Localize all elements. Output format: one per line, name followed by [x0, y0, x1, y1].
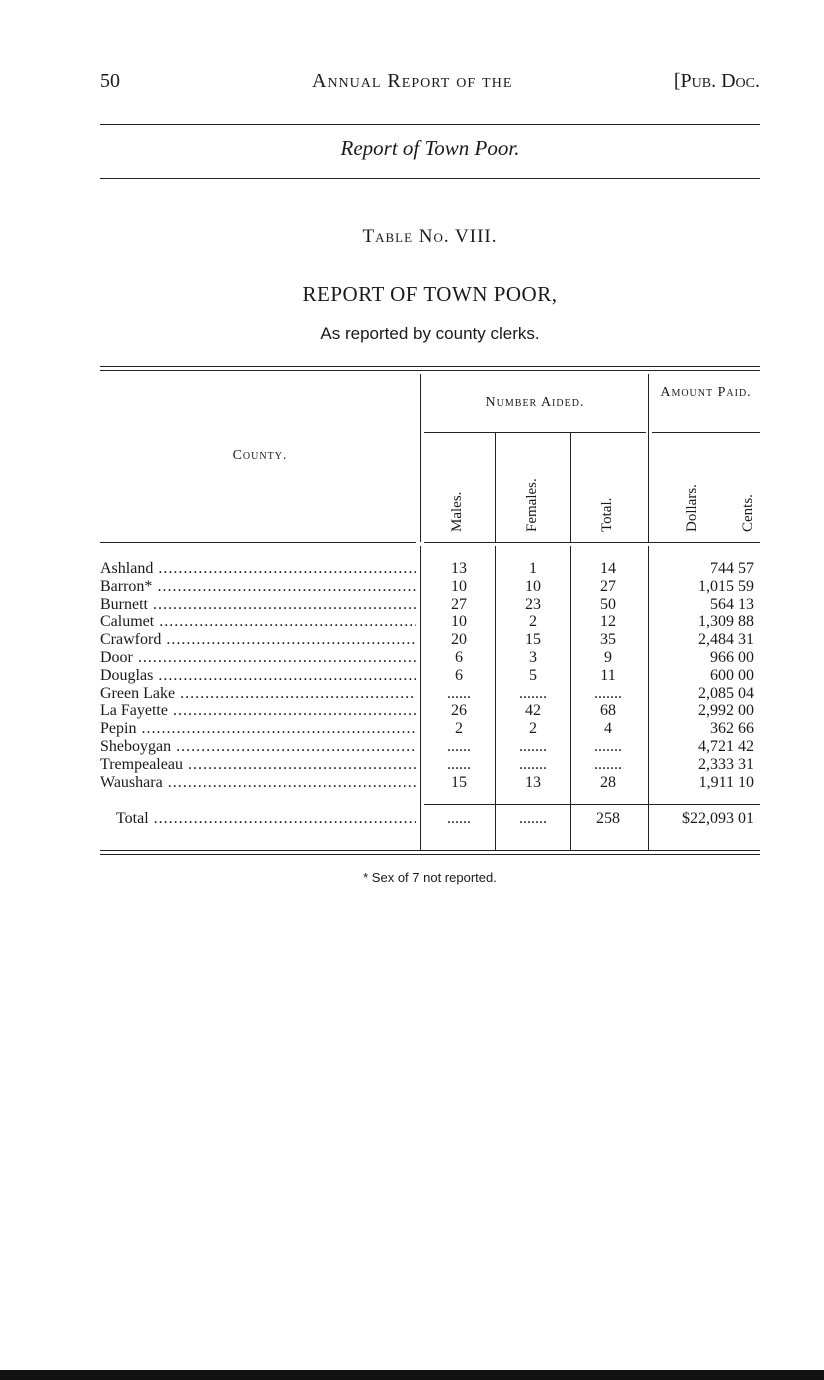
- cell-county: Ashland .....: [100, 560, 416, 578]
- cell-total: 27: [600, 577, 616, 595]
- cell-males: 27: [451, 595, 467, 613]
- cell-cents: 57: [738, 560, 754, 577]
- cell-cents: 13: [738, 595, 754, 613]
- cell-females: 23: [525, 595, 541, 613]
- section-rule: [100, 178, 760, 179]
- cell-total: 28: [600, 773, 616, 791]
- cell-total: 35: [600, 631, 616, 649]
- header-number-aided: Number Aided.: [485, 395, 585, 410]
- table-bottom-rule-inner: [100, 854, 760, 855]
- cell-total: .......: [594, 738, 622, 755]
- cell-cents: 00: [738, 702, 754, 720]
- table-row: [100, 631, 760, 649]
- cell-dollars: 4,721: [698, 738, 734, 755]
- cell-dollars: 1,309: [698, 613, 734, 631]
- section-title: Report of Town Poor.: [340, 136, 520, 160]
- running-head: [100, 70, 760, 96]
- cell-cents: 10: [738, 773, 754, 791]
- total-separator: [424, 804, 760, 805]
- cell-cents: 31: [738, 755, 754, 773]
- cell-county: Burnett .....: [100, 596, 416, 614]
- scan-edge-bar: [0, 1370, 824, 1380]
- table-bottom-rule: [100, 850, 760, 851]
- document-type: [Pub. Doc.: [673, 70, 760, 92]
- cell-total: .......: [594, 755, 622, 773]
- cell-cents: 42: [738, 738, 754, 755]
- cell-dollars: 362: [710, 720, 734, 738]
- cell-cents: 04: [738, 684, 754, 702]
- column-divider: [420, 374, 421, 542]
- table-top-rule: [100, 366, 760, 367]
- cell-dollars: 564: [710, 595, 734, 613]
- cell-dollars: 1,911: [698, 773, 734, 791]
- cell-county: Calumet .....: [100, 613, 416, 631]
- cell-county: La Fayette .....: [100, 702, 416, 720]
- cell-total: 4: [604, 720, 612, 738]
- table-row: [100, 774, 760, 792]
- column-divider: [570, 432, 571, 542]
- cell-dollars: 600: [710, 666, 734, 684]
- cell-males: 13: [451, 560, 467, 577]
- table-row: [100, 738, 760, 756]
- cell-cents: 88: [738, 613, 754, 631]
- cell-county: Crawford .....: [100, 631, 416, 649]
- group-underline: [652, 432, 760, 433]
- header-amount-paid: Amount Paid.: [660, 385, 752, 400]
- footnote: * Sex of 7 not reported.: [363, 870, 497, 885]
- cell-cents: 00: [738, 666, 754, 684]
- town-poor-table: [100, 360, 760, 860]
- cell-females: 13: [525, 773, 541, 791]
- page-number: 50: [100, 70, 120, 92]
- cell-cents: 00: [738, 649, 754, 666]
- table-row: [100, 578, 760, 596]
- table-row: [100, 613, 760, 631]
- cell-males: ......: [447, 684, 471, 702]
- cell-dollars: 2,333: [698, 755, 734, 773]
- header-males: Males.: [449, 491, 465, 532]
- cell-dollars: 2,484: [698, 631, 734, 649]
- cell-dollars: 744: [710, 560, 734, 577]
- cell-county: Douglas .....: [100, 667, 416, 685]
- table-row: [100, 720, 760, 738]
- cell-males: ......: [447, 810, 471, 827]
- cell-females: 10: [525, 577, 541, 595]
- table-row: [100, 596, 760, 614]
- running-title: Annual Report of the: [312, 70, 513, 92]
- cell-total: 11: [600, 666, 616, 684]
- cell-females: .......: [519, 810, 547, 827]
- header-bottom-rule: [424, 542, 760, 543]
- cell-males: 10: [451, 577, 467, 595]
- cell-county: Waushara .....: [100, 774, 416, 792]
- group-underline: [424, 432, 646, 433]
- cell-county: Barron* .....: [100, 578, 416, 596]
- cell-dollars: 2,085: [698, 684, 734, 702]
- cell-males: 26: [451, 702, 467, 720]
- cell-cents: 31: [738, 631, 754, 649]
- cell-males: 6: [455, 666, 463, 684]
- column-divider: [495, 432, 496, 542]
- table-row: [100, 667, 760, 685]
- cell-total: 68: [600, 702, 616, 720]
- header-rule: [100, 124, 760, 125]
- cell-total: 9: [604, 649, 612, 666]
- cell-county: Trempealeau .....: [100, 756, 416, 774]
- cell-dollars: 2,992: [698, 702, 734, 720]
- cell-females: .......: [519, 755, 547, 773]
- cell-dollars: 966: [710, 649, 734, 666]
- cell-total: 12: [600, 613, 616, 631]
- cell-county: Sheboygan .....: [100, 738, 416, 756]
- cell-county: Door .....: [100, 649, 416, 667]
- total-row: [100, 810, 760, 828]
- header-bottom-rule: [100, 542, 416, 543]
- cell-males: 20: [451, 631, 467, 649]
- cell-females: 3: [529, 649, 537, 666]
- table-title: REPORT OF TOWN POOR,: [302, 282, 558, 306]
- header-cents: Cents.: [740, 494, 756, 532]
- cell-males: ......: [447, 738, 471, 755]
- cell-females: 42: [525, 702, 541, 720]
- cell-dollars: 1,015: [698, 577, 734, 595]
- cell-females: .......: [519, 738, 547, 755]
- cell-females: 2: [529, 613, 537, 631]
- cell-cents: 66: [738, 720, 754, 738]
- header-dollars: Dollars.: [684, 484, 700, 532]
- cell-county: Green Lake .....: [100, 685, 416, 703]
- cell-dollars: $22,093: [682, 810, 734, 827]
- cell-males: 10: [451, 613, 467, 631]
- cell-males: 6: [455, 649, 463, 666]
- cell-total: .......: [594, 684, 622, 702]
- table-row: [100, 649, 760, 667]
- header-county: County.: [232, 448, 288, 463]
- cell-males: 15: [451, 773, 467, 791]
- table-row: [100, 560, 760, 578]
- table-top-rule-inner: [100, 370, 760, 371]
- cell-females: 2: [529, 720, 537, 738]
- cell-county: Pepin .....: [100, 720, 416, 738]
- table-row: [100, 685, 760, 703]
- cell-females: .......: [519, 684, 547, 702]
- table-subtitle: As reported by county clerks.: [320, 324, 540, 343]
- cell-total: 258: [596, 810, 620, 827]
- cell-total: 50: [600, 595, 616, 613]
- header-total: Total.: [599, 497, 615, 532]
- cell-cents: 59: [738, 577, 754, 595]
- cell-females: 1: [529, 560, 537, 577]
- cell-females: 15: [525, 631, 541, 649]
- table-row: [100, 756, 760, 774]
- table-row: [100, 702, 760, 720]
- cell-males: ......: [447, 755, 471, 773]
- cell-cents: 01: [738, 810, 754, 827]
- table-caption: Table No. VIII.: [362, 226, 498, 247]
- cell-total: 14: [600, 560, 616, 577]
- column-divider: [648, 374, 649, 542]
- cell-females: 5: [529, 666, 537, 684]
- cell-county: Total .....: [100, 810, 416, 828]
- cell-males: 2: [455, 720, 463, 738]
- header-females: Females.: [524, 478, 540, 532]
